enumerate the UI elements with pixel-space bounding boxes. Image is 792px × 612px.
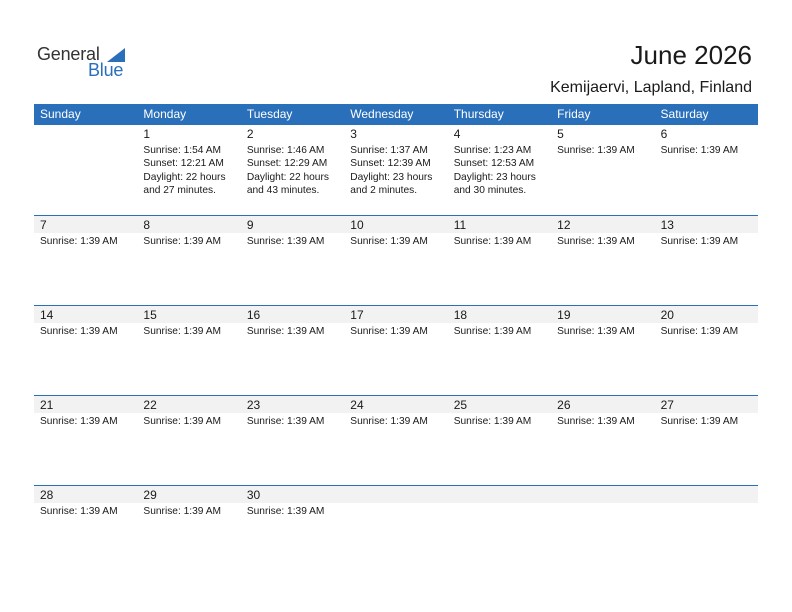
weekday-header <box>34 104 758 125</box>
day-number: 4 <box>453 127 461 141</box>
day-cell <box>448 216 551 306</box>
sun-info-line: and 27 minutes. <box>143 185 216 197</box>
day-number: 5 <box>557 127 564 141</box>
brand-logo <box>37 44 137 84</box>
day-sun-info <box>454 235 551 248</box>
sun-info-line: Sunrise: 1:39 AM <box>246 506 325 517</box>
sun-info-line: and 43 minutes. <box>246 185 320 197</box>
sun-info-line: Sunrise: 1:39 AM <box>660 326 739 337</box>
day-sun-info <box>661 235 758 248</box>
day-sun-info <box>247 325 344 338</box>
day-cell <box>551 125 654 215</box>
sun-info-line: Sunrise: 1:39 AM <box>660 416 739 427</box>
day-cell <box>344 306 447 396</box>
day-cell <box>448 125 551 215</box>
sun-info-line: Sunrise: 1:39 AM <box>246 236 325 247</box>
day-number: 1 <box>143 127 151 141</box>
day-cell <box>344 216 447 306</box>
sun-info-line: Sunrise: 1:39 AM <box>246 326 325 337</box>
day-cell <box>241 216 344 306</box>
day-cell <box>241 396 344 486</box>
calendar-title: June 2026 <box>630 40 752 70</box>
day-number: 6 <box>660 127 668 141</box>
day-cell <box>137 216 240 306</box>
day-number: 26 <box>557 398 571 412</box>
day-cell <box>137 486 240 576</box>
calendar-week <box>34 395 758 486</box>
day-number: 28 <box>40 488 54 502</box>
sun-info-line: Sunset: 12:53 AM <box>453 158 535 170</box>
day-number: 3 <box>350 127 357 141</box>
day-number: 15 <box>143 308 157 322</box>
calendar-location: Kemijaervi, Lapland, Finland <box>550 79 752 96</box>
day-number: 13 <box>660 218 674 232</box>
day-sun-info <box>40 415 137 428</box>
day-number: 27 <box>660 398 674 412</box>
sun-info-line: Sunrise: 1:39 AM <box>557 326 635 337</box>
day-sun-info <box>40 235 137 248</box>
sun-info-line: Sunrise: 1:39 AM <box>557 236 635 247</box>
sun-info-line: Sunrise: 1:39 AM <box>453 416 532 427</box>
calendar-week <box>34 125 758 215</box>
sun-info-line: and 30 minutes. <box>453 185 527 197</box>
sun-info-line: Daylight: 22 hours <box>246 171 329 183</box>
day-number: 25 <box>453 398 468 412</box>
day-sun-info <box>40 325 137 338</box>
sun-info-line: Sunrise: 1:54 AM <box>143 145 222 156</box>
day-cell <box>655 396 758 486</box>
day-number: 29 <box>143 488 157 502</box>
day-cell <box>241 125 344 215</box>
day-cell <box>34 125 137 215</box>
sun-info-line: Sunrise: 1:23 AM <box>453 145 532 156</box>
sun-info-line: Sunrise: 1:39 AM <box>660 236 739 247</box>
weekday-saturday: Saturday <box>660 107 709 121</box>
day-sun-info <box>350 144 447 198</box>
day-sun-info <box>40 505 137 518</box>
day-sun-info <box>454 415 551 428</box>
sun-info-line: and 2 minutes. <box>350 185 418 197</box>
logo-text-general: General <box>37 44 100 64</box>
day-sun-info <box>661 144 758 157</box>
day-number: 16 <box>246 308 261 322</box>
day-cell <box>551 306 654 396</box>
calendar-week <box>34 485 758 576</box>
day-sun-info <box>661 415 758 428</box>
sun-info-line: Sunrise: 1:39 AM <box>453 236 532 247</box>
day-cell <box>137 125 240 215</box>
day-number: 2 <box>246 127 254 141</box>
sun-info-line: Sunrise: 1:39 AM <box>453 326 532 337</box>
day-number: 14 <box>40 308 54 322</box>
sun-info-line: Sunrise: 1:39 AM <box>143 236 222 247</box>
sun-info-line: Sunrise: 1:39 AM <box>557 145 635 156</box>
sun-info-line: Sunset: 12:29 AM <box>246 158 328 170</box>
day-cell <box>655 216 758 306</box>
day-number: 8 <box>143 218 151 232</box>
day-number: 18 <box>453 308 468 322</box>
day-number: 23 <box>246 398 261 412</box>
sun-info-line: Sunrise: 1:39 AM <box>143 506 222 517</box>
sun-info-line: Sunrise: 1:39 AM <box>40 416 118 427</box>
day-sun-info <box>247 415 344 428</box>
day-sun-info <box>143 144 240 198</box>
sun-info-line: Daylight: 23 hours <box>453 171 536 183</box>
day-number: 7 <box>40 218 47 232</box>
sun-info-line: Daylight: 23 hours <box>350 171 433 183</box>
sun-info-line: Sunrise: 1:39 AM <box>143 416 222 427</box>
sun-info-line: Daylight: 22 hours <box>143 171 226 183</box>
day-sun-info <box>557 325 654 338</box>
sun-info-line: Sunrise: 1:39 AM <box>40 506 118 517</box>
day-sun-info <box>143 325 240 338</box>
day-number: 19 <box>557 308 571 322</box>
day-sun-info <box>350 235 447 248</box>
day-sun-info <box>350 325 447 338</box>
day-cell <box>448 396 551 486</box>
sun-info-line: Sunrise: 1:39 AM <box>143 326 222 337</box>
weekday-wednesday: Wednesday <box>350 107 414 121</box>
sun-info-line: Sunset: 12:21 AM <box>143 158 224 170</box>
sun-info-line: Sunrise: 1:39 AM <box>350 236 428 247</box>
day-number: 24 <box>350 398 364 412</box>
day-cell <box>34 306 137 396</box>
day-cell <box>655 125 758 215</box>
sun-info-line: Sunrise: 1:39 AM <box>557 416 635 427</box>
sun-info-line: Sunrise: 1:46 AM <box>246 145 325 156</box>
day-cell <box>137 306 240 396</box>
day-number: 17 <box>350 308 364 322</box>
day-number: 12 <box>557 218 571 232</box>
day-cell <box>344 396 447 486</box>
day-sun-info <box>454 144 551 198</box>
sun-info-line: Sunrise: 1:39 AM <box>246 416 325 427</box>
weekday-friday: Friday <box>557 107 591 121</box>
day-sun-info <box>143 505 240 518</box>
day-cell <box>241 306 344 396</box>
weekday-thursday: Thursday <box>453 107 504 121</box>
sun-info-line: Sunrise: 1:39 AM <box>350 326 428 337</box>
day-cell <box>34 486 137 576</box>
weekday-sunday: Sunday <box>40 107 81 121</box>
day-number: 11 <box>453 218 467 232</box>
sun-info-line: Sunrise: 1:39 AM <box>660 145 739 156</box>
day-cell <box>137 396 240 486</box>
calendar-week <box>34 305 758 396</box>
day-cell <box>344 125 447 215</box>
day-sun-info <box>247 235 344 248</box>
weekday-monday: Monday <box>143 107 187 121</box>
sun-info-line: Sunrise: 1:39 AM <box>40 326 118 337</box>
day-sun-info <box>143 235 240 248</box>
day-cell <box>551 396 654 486</box>
day-number: 21 <box>40 398 54 412</box>
day-cell <box>241 486 344 576</box>
day-sun-info <box>247 505 344 518</box>
day-sun-info <box>247 144 344 198</box>
sun-info-line: Sunrise: 1:39 AM <box>40 236 118 247</box>
day-sun-info <box>557 144 654 157</box>
day-cell <box>34 396 137 486</box>
sun-info-line: Sunrise: 1:37 AM <box>350 145 428 156</box>
day-cell <box>448 306 551 396</box>
day-number: 20 <box>660 308 674 322</box>
day-sun-info <box>143 415 240 428</box>
calendar-week <box>34 215 758 306</box>
day-number: 9 <box>246 218 254 232</box>
day-number: 22 <box>143 398 157 412</box>
day-number: 30 <box>246 488 261 502</box>
day-sun-info <box>661 325 758 338</box>
sun-info-line: Sunrise: 1:39 AM <box>350 416 428 427</box>
day-sun-info <box>557 235 654 248</box>
day-sun-info <box>454 325 551 338</box>
day-sun-info <box>350 415 447 428</box>
logo-text-blue: Blue <box>88 60 124 80</box>
day-cell <box>655 306 758 396</box>
weekday-tuesday: Tuesday <box>246 107 293 121</box>
day-cell <box>34 216 137 306</box>
day-cell <box>551 216 654 306</box>
day-sun-info <box>557 415 654 428</box>
sun-info-line: Sunset: 12:39 AM <box>350 158 431 170</box>
day-number: 10 <box>350 218 364 232</box>
